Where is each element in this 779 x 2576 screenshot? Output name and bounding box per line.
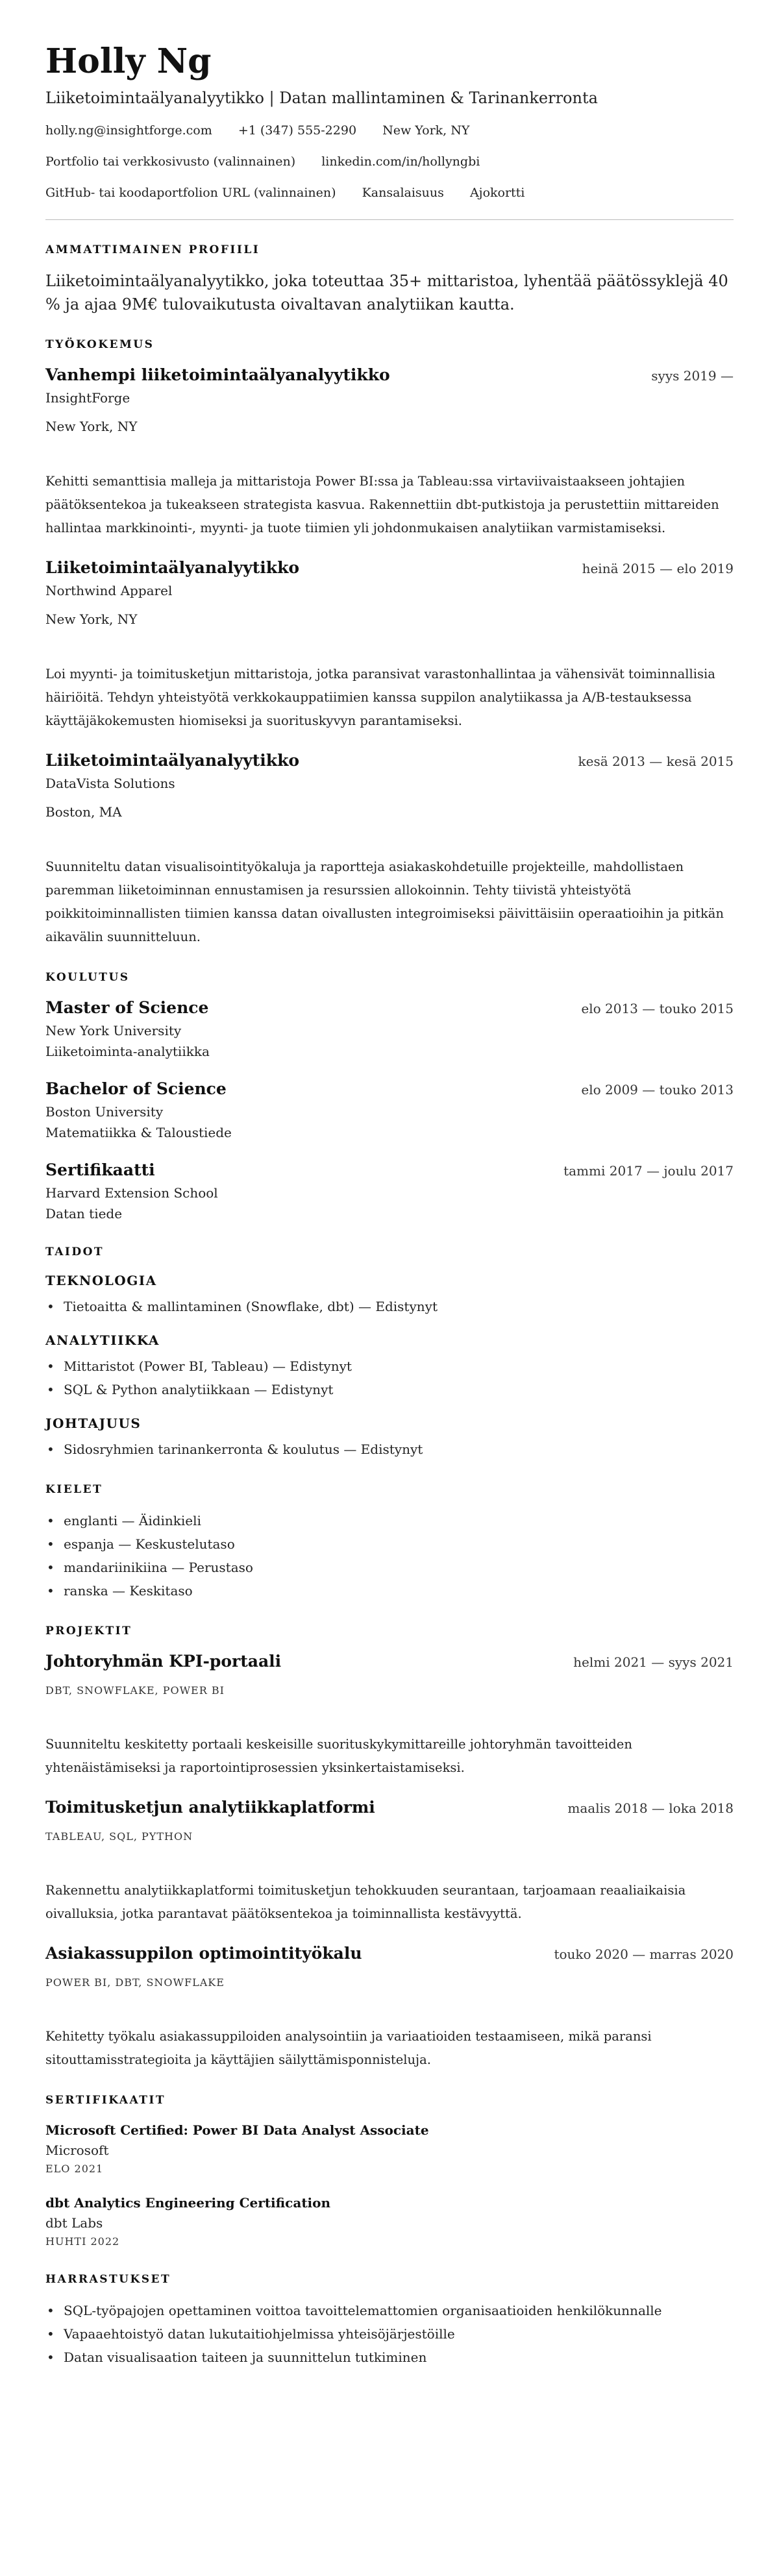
skill-list <box>45 1438 734 1461</box>
job-company: InsightForge <box>45 390 130 406</box>
hobby-list <box>45 2299 734 2369</box>
certification-entry <box>45 2192 734 2251</box>
job-title: Liiketoimintaälyanalyytikko <box>45 558 300 577</box>
candidate-name: Holly Ng <box>45 42 212 81</box>
project-entry <box>45 1650 734 1780</box>
contact-citizenship: Kansalaisuus <box>362 186 444 200</box>
education-entry <box>45 1078 734 1142</box>
job-description: Suunniteltu datan visualisointityökaluja ja raportteja asiakaskohdetuille projekteille, mahdollistaen paremman liiketoiminnan ennustamisen ja resurssien allokoinnin. Tehty tiivistä yhteistyötä poikkitoiminnallisten tiimien kanssa datan oivallusten integroimiseksi päivittäisiin operaatioihin ja pitkän aikavälin suunnitteluun. <box>45 859 724 944</box>
contact-license: Ajokortti <box>469 186 525 200</box>
project-tech: DBT, SNOWFLAKE, POWER BI <box>45 1684 225 1697</box>
project-dates: helmi 2021 — syys 2021 <box>573 1654 734 1670</box>
contact-email[interactable]: holly.ng@insightforge.com <box>45 123 212 138</box>
header-divider <box>45 219 734 220</box>
contact-portfolio[interactable]: Portfolio tai verkkosivusto (valinnainen) <box>45 154 296 169</box>
job-title: Vanhempi liiketoimintaälyanalyytikko <box>45 365 390 384</box>
certification-issuer: Microsoft <box>45 2142 109 2158</box>
skill-category-title: ANALYTIIKKA <box>45 1332 160 1348</box>
job-location: New York, NY <box>45 611 138 627</box>
job-location: New York, NY <box>45 419 138 434</box>
experience-entry <box>45 557 734 733</box>
skill-list <box>45 1295 734 1318</box>
certification-entry <box>45 2120 734 2178</box>
language-list <box>45 1509 734 1602</box>
certification-name: dbt Analytics Engineering Certification <box>45 2195 331 2211</box>
skill-item: • Sidosryhmien tarinankerronta & koulutus — Edistynyt <box>45 1438 734 1461</box>
school-name: New York University <box>45 1023 182 1038</box>
education-section-title: KOULUTUS <box>45 971 130 984</box>
contact-linkedin[interactable]: linkedin.com/in/hollyngbi <box>321 154 480 169</box>
degree-title: Bachelor of Science <box>45 1079 227 1098</box>
education-dates: tammi 2017 — joulu 2017 <box>563 1163 734 1179</box>
project-description: Rakennettu analytiikkaplatformi toimitusketjun tehokkuuden seurantaan, tarjoamaan reaaliaikaisia oivalluksia, jotka parantavat päätöksentekoa ja toiminnallista kestävyyttä. <box>45 1883 686 1921</box>
skill-item: • Tietoaitta & mallintaminen (Snowflake, dbt) — Edistynyt <box>45 1295 734 1318</box>
experience-entry <box>45 364 734 540</box>
certification-name: Microsoft Certified: Power BI Data Analyst Associate <box>45 2122 429 2138</box>
education-entry <box>45 997 734 1061</box>
certification-date: ELO 2021 <box>45 2163 104 2175</box>
project-title: Johtoryhmän KPI-portaali <box>45 1652 282 1671</box>
project-tech: TABLEAU, SQL, PYTHON <box>45 1830 193 1843</box>
school-name: Harvard Extension School <box>45 1185 218 1201</box>
job-title: Liiketoimintaälyanalyytikko <box>45 751 300 770</box>
contact-github[interactable]: GitHub- tai koodaportfolion URL (valinnainen) <box>45 186 336 200</box>
job-description: Loi myynti- ja toimitusketjun mittaristoja, jotka paransivat varastonhallintaa ja vähensivät toiminnallisia häiriöitä. Tehdyn yhteistyötä verkkokauppatiimien kanssa suppilon analytiikassa ja A/B-testauksessa käyttäjäkokemusten hiomiseksi ja suorituskyvyn parantamiseksi. <box>45 667 715 728</box>
job-company: DataVista Solutions <box>45 776 175 791</box>
experience-entry <box>45 750 734 949</box>
school-name: Boston University <box>45 1104 164 1120</box>
education-dates: elo 2013 — touko 2015 <box>581 1001 734 1016</box>
skill-item: • Mittaristot (Power BI, Tableau) — Edistynyt <box>45 1355 734 1378</box>
skills-section-title: TAIDOT <box>45 1245 105 1258</box>
skill-category-title: TEKNOLOGIA <box>45 1273 157 1288</box>
job-location: Boston, MA <box>45 804 122 820</box>
hobby-item: • Vapaaehtoistyö datan lukutaitiohjelmissa yhteisöjärjestöille <box>45 2322 734 2346</box>
degree-title: Sertifikaatti <box>45 1160 155 1179</box>
certifications-section-title: SERTIFIKAATIT <box>45 2094 166 2107</box>
hobby-item: • SQL-työpajojen opettaminen voittoa tavoittelemattomien organisaatioiden henkilökunnalle <box>45 2299 734 2322</box>
hobby-item: • Datan visualisaation taiteen ja suunnittelun tutkiminen <box>45 2346 734 2369</box>
study-field: Liiketoiminta-analytiikka <box>45 1044 210 1059</box>
study-field: Matematiikka & Taloustiede <box>45 1125 232 1140</box>
language-item: • ranska — Keskitaso <box>45 1579 734 1602</box>
languages-section-title: KIELET <box>45 1483 103 1496</box>
project-tech: POWER BI, DBT, SNOWFLAKE <box>45 1976 225 1989</box>
job-dates: heinä 2015 — elo 2019 <box>582 561 734 576</box>
contact-phone[interactable]: +1 (347) 555-2290 <box>238 123 357 138</box>
hobbies-section-title: HARRASTUKSET <box>45 2273 171 2286</box>
profile-section-title: AMMATTIMAINEN PROFIILI <box>45 243 260 256</box>
degree-title: Master of Science <box>45 998 209 1017</box>
education-dates: elo 2009 — touko 2013 <box>581 1082 734 1098</box>
contact-row-primary <box>45 121 734 140</box>
job-description: Kehitti semanttisia malleja ja mittaristoja Power BI:ssa ja Tableau:ssa virtaviivaistaakseen johtajien päätöksentekoa ja tukeakseen strategista kasvua. Rakennettiin dbt-putkistoja ja perustettiin mittareiden hallintaa markkinointi-, myynti- ja tuote tiimien yli johdonmukaisen analytiikan varmistamiseksi. <box>45 474 719 535</box>
project-title: Toimitusketjun analytiikkaplatformi <box>45 1798 375 1817</box>
contact-location: New York, NY <box>382 123 470 138</box>
project-entry <box>45 1943 734 2072</box>
language-item: • englanti — Äidinkieli <box>45 1509 734 1532</box>
contact-row-links <box>45 152 734 171</box>
skill-item: • SQL & Python analytiikkaan — Edistynyt <box>45 1378 734 1401</box>
contact-row-extra <box>45 183 734 202</box>
certification-date: HUHTI 2022 <box>45 2235 120 2248</box>
projects-section-title: PROJEKTIT <box>45 1625 132 1638</box>
skill-list <box>45 1355 734 1401</box>
language-item: • mandariinikiina — Perustaso <box>45 1556 734 1579</box>
job-dates: kesä 2013 — kesä 2015 <box>578 754 734 769</box>
project-description: Kehitetty työkalu asiakassuppiloiden analysointiin ja variaatioiden testaamiseen, mikä paransi sitouttamisstrategioita ja käyttäjien säilyttämisponnisteluja. <box>45 2029 652 2067</box>
education-entry <box>45 1159 734 1223</box>
study-field: Datan tiede <box>45 1206 123 1221</box>
project-title: Asiakassuppilon optimointityökalu <box>45 1944 362 1963</box>
experience-section-title: TYÖKOKEMUS <box>45 338 155 351</box>
certification-issuer: dbt Labs <box>45 2215 103 2231</box>
language-item: • espanja — Keskustelutaso <box>45 1532 734 1556</box>
project-dates: touko 2020 — marras 2020 <box>554 1946 734 1962</box>
project-entry <box>45 1797 734 1926</box>
job-dates: syys 2019 — <box>651 368 734 384</box>
skill-category-title: JOHTAJUUS <box>45 1416 142 1431</box>
job-company: Northwind Apparel <box>45 583 173 598</box>
candidate-headline: Liiketoimintaälyanalyytikko | Datan mallintaminen & Tarinankerronta <box>45 89 598 107</box>
project-description: Suunniteltu keskitetty portaali keskeisille suorituskykymittareille johtoryhmän tavoitteiden yhtenäistämiseksi ja raportointiprosessien yksinkertaistamiseksi. <box>45 1737 632 1775</box>
profile-summary: Liiketoimintaälyanalyytikko, joka toteuttaa 35+ mittaristoa, lyhentää päätössyklejä 40 % ja ajaa 9M€ tulovaikutusta oivaltavan analytiikan kautta. <box>45 272 728 313</box>
project-dates: maalis 2018 — loka 2018 <box>567 1800 734 1816</box>
